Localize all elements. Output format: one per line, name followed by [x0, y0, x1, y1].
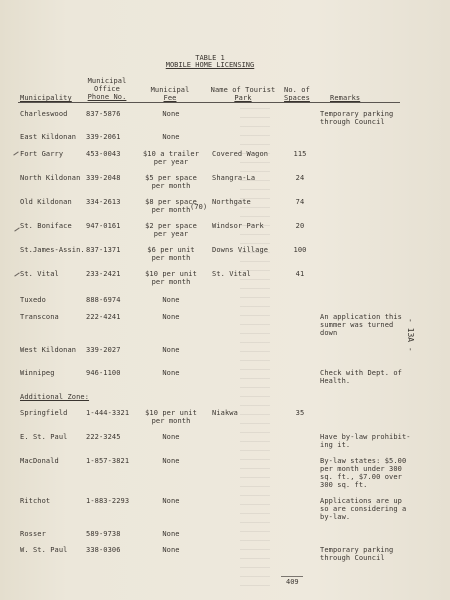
cell-fee: $10 per unit: [145, 409, 197, 417]
pencil-mark: [13, 151, 18, 155]
cell-phone: 1-883-2293: [86, 497, 130, 505]
page-number-rule: [281, 576, 303, 577]
cell-remarks: Have by-law prohibit-: [320, 433, 411, 441]
cell-fee: $10 a trailer: [142, 150, 200, 158]
cell-municipality: Transcona: [20, 313, 59, 321]
cell-phone: 946-1100: [86, 369, 121, 377]
cell-fee: None: [162, 110, 180, 118]
cell-remarks: Health.: [320, 377, 351, 385]
cell-municipality: Charleswood: [20, 110, 68, 118]
cell-fee: None: [162, 369, 180, 377]
cell-municipality: Springfield: [20, 409, 68, 417]
cell-spaces: 41: [295, 270, 305, 278]
stray-note: (70): [190, 203, 208, 211]
cell-fee: $5 per space: [145, 174, 197, 182]
cell-phone: 334-2613: [86, 198, 121, 206]
cell-fee: None: [162, 346, 180, 354]
cell-municipality: Ritchot: [20, 497, 51, 505]
cell-remarks: summer was turned: [320, 321, 394, 329]
cell-park: Shangra-La: [212, 174, 256, 182]
cell-remarks: so are considering a: [320, 505, 407, 513]
cell-municipality: E. St. Paul: [20, 433, 68, 441]
cell-phone: 837-5876: [86, 110, 121, 118]
cell-municipality: MacDonald: [20, 457, 59, 465]
cell-municipality: St. Boniface: [20, 222, 72, 230]
cell-phone: 233-2421: [86, 270, 121, 278]
cell-remarks: through Council: [320, 118, 385, 126]
cell-phone: 222-4241: [86, 313, 121, 321]
header-phone-line2: Office: [94, 85, 120, 93]
cell-fee: None: [162, 530, 180, 538]
cell-spaces: 20: [295, 222, 305, 230]
cell-fee: per month: [151, 278, 191, 286]
cell-park: Windsor Park: [212, 222, 264, 230]
cell-remarks: By-law states: $5.00: [320, 457, 407, 465]
header-park-line1: Name of Tourist: [210, 86, 276, 94]
header-spaces-line1: No. of: [284, 86, 310, 94]
cell-fee: None: [162, 497, 180, 505]
cell-fee: per year: [153, 230, 189, 238]
cell-municipality: Old Kildonan: [20, 198, 72, 206]
cell-municipality: Fort Garry: [20, 150, 64, 158]
cell-park: Niakwa: [212, 409, 238, 417]
cell-phone: 1-857-3821: [86, 457, 130, 465]
cell-remarks: down: [320, 329, 338, 337]
cell-remarks: An application this: [320, 313, 402, 321]
header-fee-line2: Fee: [163, 94, 177, 102]
cell-fee: per year: [153, 158, 189, 166]
cell-phone: 339-2061: [86, 133, 121, 141]
cell-remarks: through Council: [320, 554, 385, 562]
cell-fee: $10 per unit: [145, 270, 197, 278]
cell-fee: None: [162, 133, 180, 141]
cell-phone: 589-9738: [86, 530, 121, 538]
cell-spaces: 115: [293, 150, 307, 158]
cell-municipality: St.James-Assin.: [20, 246, 85, 254]
table-number: TABLE 1: [195, 54, 225, 62]
cell-fee: $6 per unit: [147, 246, 195, 254]
cell-spaces: 74: [295, 198, 305, 206]
cell-fee: per month: [151, 182, 191, 190]
cell-fee: None: [162, 433, 180, 441]
cell-phone: 339-2027: [86, 346, 121, 354]
cell-municipality: Rosser: [20, 530, 46, 538]
header-phone-line1: Municipal: [87, 77, 127, 85]
cell-fee: per month: [151, 254, 191, 262]
cell-remarks: per month under 300: [320, 465, 402, 473]
cell-phone: 947-0161: [86, 222, 121, 230]
cell-remarks: Check with Dept. of: [320, 369, 402, 377]
header-phone-line3: Phone No.: [87, 93, 127, 101]
cell-remarks: Temporary parking: [320, 110, 394, 118]
header-rule: [18, 102, 400, 103]
cell-remarks: by-law.: [320, 513, 351, 521]
cell-fee: per month: [151, 417, 191, 425]
cell-park: Covered Wagon: [212, 150, 269, 158]
cell-remarks: 300 sq. ft.: [320, 481, 368, 489]
header-remarks: Remarks: [330, 94, 361, 102]
cell-phone: 338-0306: [86, 546, 121, 554]
table-title: MOBILE HOME LICENSING: [165, 61, 255, 69]
cell-phone: 453-0043: [86, 150, 121, 158]
cell-fee: $8 per space: [145, 198, 197, 206]
cell-phone: 222-3245: [86, 433, 121, 441]
page-number: 409: [286, 578, 299, 586]
cell-remarks: sq. ft., $7.00 over: [320, 473, 402, 481]
cell-park: St. Vital: [212, 270, 251, 278]
pencil-mark: [14, 272, 19, 276]
header-park-line2: Park: [234, 94, 252, 102]
cell-fee: per month: [151, 206, 191, 214]
cell-fee: $2 per space: [145, 222, 197, 230]
header-spaces-line2: Spaces: [284, 94, 310, 102]
cell-municipality: Winnipeg: [20, 369, 55, 377]
cell-phone: 339-2048: [86, 174, 121, 182]
cell-fee: None: [162, 313, 180, 321]
cell-municipality: St. Vital: [20, 270, 59, 278]
header-municipality: Municipality: [20, 94, 72, 102]
cell-park: Downs Village: [212, 246, 269, 254]
cell-municipality: West Kildonan: [20, 346, 77, 354]
cell-spaces: 35: [295, 409, 305, 417]
cell-remarks: ing it.: [320, 441, 351, 449]
cell-park: Northgate: [212, 198, 251, 206]
cell-municipality: Tuxedo: [20, 296, 46, 304]
cell-fee: None: [162, 457, 180, 465]
cell-fee: None: [162, 296, 180, 304]
additional-zone-label: Additional Zone:: [20, 393, 90, 401]
cell-spaces: 24: [295, 174, 305, 182]
cell-spaces: 100: [293, 246, 307, 254]
pencil-mark: [14, 227, 19, 231]
cell-remarks: Temporary parking: [320, 546, 394, 554]
header-fee-line1: Municipal: [150, 86, 190, 94]
cell-remarks: Applications are up: [320, 497, 402, 505]
cell-phone: 1-444-3321: [86, 409, 130, 417]
cell-fee: None: [162, 546, 180, 554]
cell-phone: 837-1371: [86, 246, 121, 254]
cell-municipality: North Kildonan: [20, 174, 81, 182]
cell-phone: 888-6974: [86, 296, 121, 304]
side-page-label: - 13A -: [406, 318, 415, 352]
cell-municipality: East Kildonan: [20, 133, 77, 141]
cell-municipality: W. St. Paul: [20, 546, 68, 554]
